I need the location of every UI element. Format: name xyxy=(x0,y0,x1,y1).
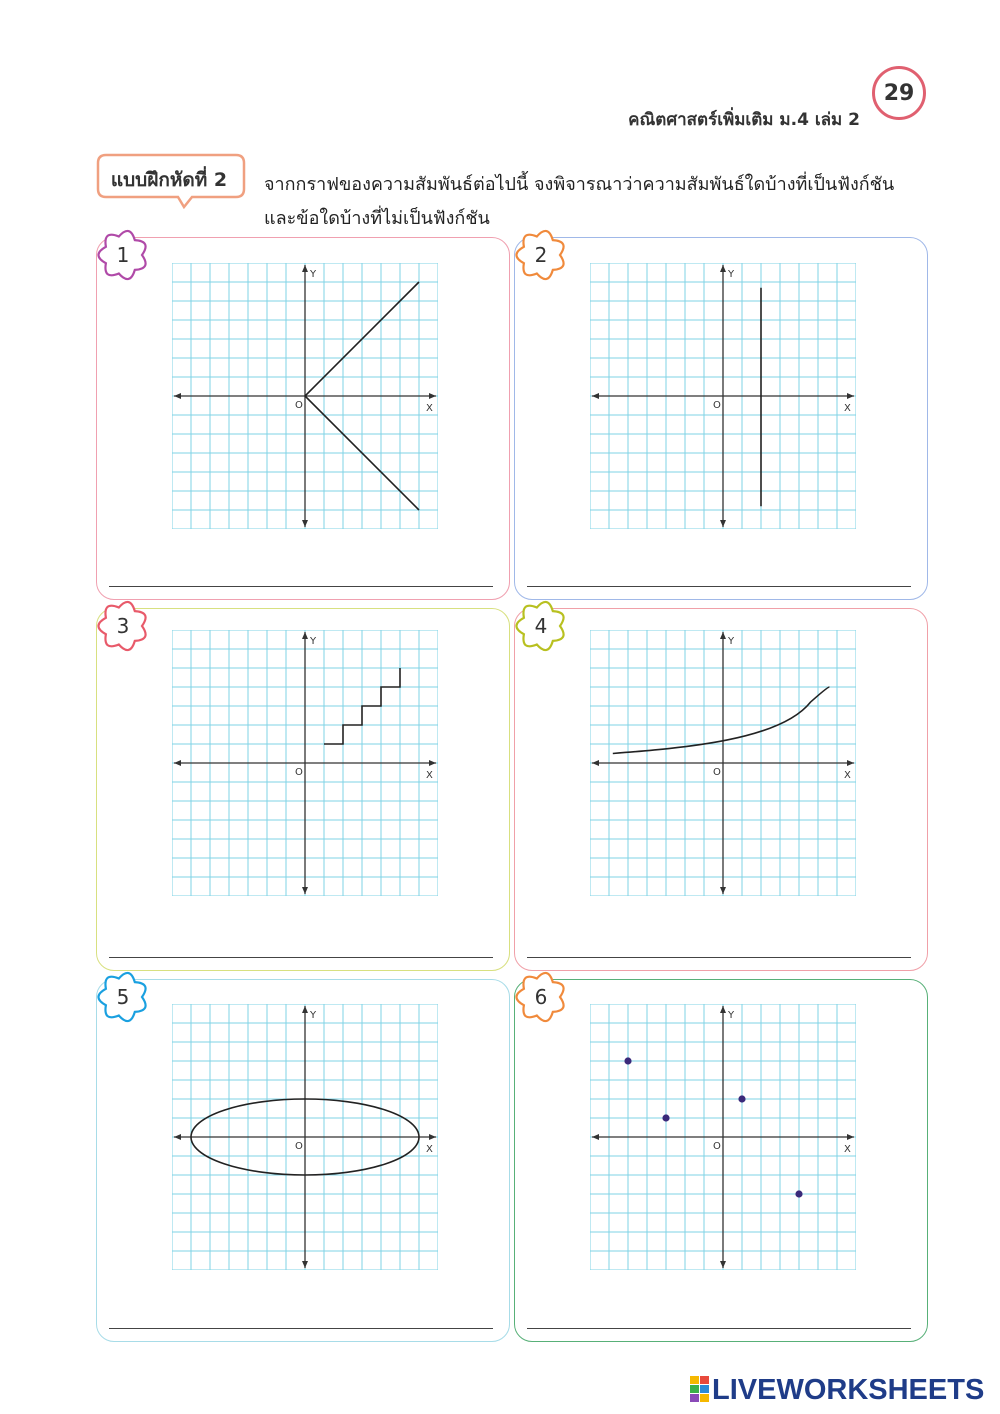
problem-number: 3 xyxy=(116,614,130,638)
graph-6 xyxy=(590,1004,856,1270)
axes xyxy=(174,632,436,894)
problem-number: 5 xyxy=(116,985,130,1009)
exercise-badge xyxy=(96,153,248,209)
axes xyxy=(592,632,854,894)
origin-label: O xyxy=(295,1141,303,1152)
y-axis-label: Y xyxy=(310,269,317,280)
answer-line[interactable] xyxy=(109,957,493,958)
origin-label: O xyxy=(713,400,721,411)
x-axis-label: X xyxy=(426,1144,433,1155)
brand-icon xyxy=(690,1376,710,1402)
problem-number-badge xyxy=(512,969,572,1027)
x-axis-label: X xyxy=(844,1144,851,1155)
point-1 xyxy=(624,1057,631,1064)
point-2 xyxy=(662,1114,669,1121)
origin-label: O xyxy=(295,400,303,411)
origin-label: O xyxy=(295,767,303,778)
axes xyxy=(592,265,854,527)
instruction-line-2: และข้อใดบ้างที่ไม่เป็นฟังก์ชัน xyxy=(264,208,490,229)
y-axis-label: Y xyxy=(310,1010,317,1021)
exercise-label: แบบฝึกหัดที่ 2 xyxy=(110,169,228,191)
point-3 xyxy=(738,1095,745,1102)
problem-number-badge xyxy=(512,227,572,285)
x-axis-label: X xyxy=(844,770,851,781)
y-axis-label: Y xyxy=(310,636,317,647)
graph-1 xyxy=(172,263,438,529)
brand-logo xyxy=(690,1372,990,1408)
y-axis-label: Y xyxy=(728,269,735,280)
instruction-line-1: จากกราฟของความสัมพันธ์ต่อไปนี้ จงพิจารณาว่าความสัมพันธ์ใดบ้างที่เป็นฟังก์ชัน xyxy=(264,174,895,195)
problem-number-badge xyxy=(512,598,572,656)
problem-number: 4 xyxy=(534,614,548,638)
axes xyxy=(592,1006,854,1268)
problem-number-badge xyxy=(94,598,154,656)
origin-label: O xyxy=(713,767,721,778)
problem-number-badge xyxy=(94,227,154,285)
book-title: คณิตศาสตร์เพิ่มเติม ม.4 เล่ม 2 xyxy=(628,110,860,130)
x-axis-label: X xyxy=(426,770,433,781)
graph-2 xyxy=(590,263,856,529)
graph-4 xyxy=(590,630,856,896)
instructions xyxy=(264,168,944,236)
graph-5 xyxy=(172,1004,438,1270)
problem-number: 1 xyxy=(116,243,130,267)
x-axis-label: X xyxy=(426,403,433,414)
answer-line[interactable] xyxy=(527,586,911,587)
axes xyxy=(174,1006,436,1268)
problem-number: 2 xyxy=(534,243,548,267)
origin-label: O xyxy=(713,1141,721,1152)
answer-line[interactable] xyxy=(109,586,493,587)
page-number: 29 xyxy=(872,66,926,120)
graph-3 xyxy=(172,630,438,896)
brand-text: LIVEWORKSHEETS xyxy=(712,1374,985,1406)
y-axis-label: Y xyxy=(728,1010,735,1021)
answer-line[interactable] xyxy=(109,1328,493,1329)
answer-line[interactable] xyxy=(527,1328,911,1329)
y-axis-label: Y xyxy=(728,636,735,647)
problem-number-badge xyxy=(94,969,154,1027)
x-axis-label: X xyxy=(844,403,851,414)
answer-line[interactable] xyxy=(527,957,911,958)
problem-number: 6 xyxy=(534,985,548,1009)
point-4 xyxy=(795,1190,802,1197)
